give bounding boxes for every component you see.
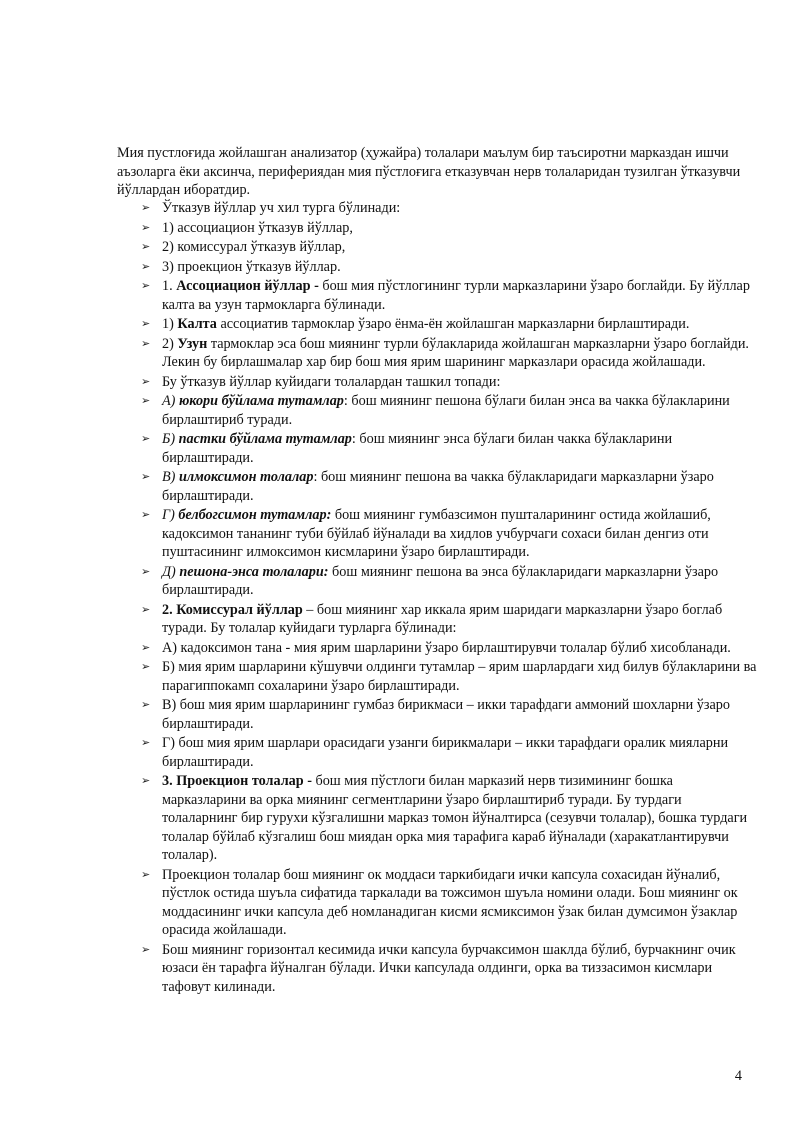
arrowhead-bullet-icon: ➢ bbox=[141, 240, 151, 253]
arrowhead-bullet-icon: ➢ bbox=[141, 736, 151, 749]
arrowhead-bullet-icon: ➢ bbox=[141, 867, 151, 881]
arrowhead-bullet-icon: ➢ bbox=[141, 640, 151, 654]
list-item: ➢ Г) белбогсимон тутамлар: бош миянинг гумбазсимон пушталарининг остида жойлашиб, кадоксимон тананинг туби бўйлаб йўналади ва хидлов учбурчаги сохаси билан денгиз оти пуштасининг илмоксимон кисмларини ўзаро бирлаштиради. bbox=[141, 507, 711, 560]
list-item: ➢ 1) Калта ассоциатив тармоклар ўзаро ёнма-ён жойлашган марказларни бирлаштиради. bbox=[141, 316, 690, 332]
list-item: ➢ А) юкори бўйлама тутамлар: бош миянинг пешона бўлаги билан энса ва чакка бўлакларини бирлаштириб туради. bbox=[141, 393, 730, 428]
arrowhead-bullet-icon: ➢ bbox=[141, 470, 151, 483]
term: 2. Комиссурал йўллар bbox=[162, 601, 303, 618]
page-number: 4 bbox=[734, 1068, 742, 1084]
list-item: ➢ 3) проекцион ўтказув йўллар. bbox=[141, 258, 341, 275]
list-item: ➢ 1) ассоциацион ўтказув йўллар, bbox=[141, 219, 353, 236]
list-item: ➢ А) кадоксимон тана - мия ярим шарларини ўзаро бирлаштирувчи толалар бўлиб хисобланади. bbox=[141, 639, 731, 656]
list-item: ➢ В) илмоксимон толалар: бош миянинг пешона ва чакка бўлакларидаги марказларни ўзаро бирлаштиради. bbox=[141, 469, 714, 504]
arrowhead-bullet-icon: ➢ bbox=[141, 774, 151, 787]
list-item: ➢ 3. Проекцион толалар - бош мия пўстлоги билан марказий нерв тизимининг бошка марказларини ва орка миянинг сегментларини ўзаро бирлаштириб туради. Бу турдаги толаларнинг бир гурухи кўзгалишни марказ томон йўналтирса (сезувчи толалар), бошка турдаги толалар бўйлаб кўзгалиш бош миядан орка мия тарафига караб йўналади (харакатлантирувчи толалар). bbox=[141, 773, 748, 863]
term: пастки бўйлама тутамлар bbox=[178, 431, 352, 447]
arrowhead-bullet-icon: ➢ bbox=[141, 259, 151, 273]
list-item: ➢ Ўтказув йўллар уч хил турга бўлинади: bbox=[141, 200, 401, 216]
list-item: ➢ Б) мия ярим шарларини кўшувчи олдинги тутамлар – ярим шарлардаги хид билув бўлакларини ва парагиппокамп сохаларини ўзаро бирлаштиради. bbox=[141, 659, 757, 694]
list-item: ➢ Проекцион толалар бош миянинг ок моддаси таркибидаги ички капсула сохасидан йўналиб, пўстлок остида шуъла сифатида таркалади ва тожсимон шуъла номини олади. Бош миянинг ок моддасининг ички капсула деб номланадиган кисми ясмиксимон ўзак билан думсимон ўзаклар орасида жойлашади. bbox=[141, 866, 738, 938]
term: 3. Проекцион толалар - bbox=[162, 773, 312, 789]
list-item: ➢ 2. Комиссурал йўллар – бош миянинг хар иккала ярим шаридаги марказларни ўзаро боглаб туради. Бу толалар куйидаги турларга бўлинади: bbox=[141, 601, 723, 636]
arrowhead-bullet-icon: ➢ bbox=[141, 220, 151, 234]
arrowhead-bullet-icon: ➢ bbox=[141, 942, 151, 956]
arrowhead-bullet-icon: ➢ bbox=[141, 279, 151, 292]
arrowhead-bullet-icon: ➢ bbox=[141, 660, 151, 673]
list-item: ➢ Б) пастки бўйлама тутамлар: бош миянинг энса бўлаги билан чакка бўлакларини бирлаштиради. bbox=[141, 431, 673, 466]
arrowhead-bullet-icon: ➢ bbox=[141, 564, 151, 578]
term: юкори бўйлама тутамлар bbox=[178, 393, 344, 409]
list-item: ➢ Д) пешона-энса толалари: бош миянинг пешона ва энса бўлакларидаги марказларни ўзаро бирлаштиради. bbox=[141, 563, 719, 598]
list-item: ➢ 2) комиссурал ўтказув йўллар, bbox=[141, 239, 346, 255]
term: пешона-энса толалари: bbox=[179, 563, 329, 580]
intro-paragraph: Мия пустлоғида жойлашган анализатор (ҳужайра) толалари маълум бир таъсиротни марказдан ишчи аъзоларга ёки аксинча, перифериядан мия пўстлоғига етказувчан нерв толаларидан тузилган ўтказувчи йўллардан иборатдир. bbox=[117, 145, 741, 198]
arrowhead-bullet-icon: ➢ bbox=[141, 317, 151, 330]
list-item: ➢ Г) бош мия ярим шарлари орасидаги узанги бирикмалари – икки тарафдаги оралик мияларни бирлаштиради. bbox=[141, 735, 729, 770]
list-item: ➢ 2) Узун тармоклар эса бош миянинг турли бўлакларида жойлашган марказларни ўзаро боглайди. Лекин бу бирлашмалар хар бир бош мия ярим шарининг марказлари орасида жойлашади. bbox=[141, 335, 749, 370]
arrowhead-bullet-icon: ➢ bbox=[141, 374, 151, 388]
arrowhead-bullet-icon: ➢ bbox=[141, 336, 151, 350]
arrowhead-bullet-icon: ➢ bbox=[141, 602, 151, 616]
term: Калта bbox=[177, 316, 217, 332]
arrowhead-bullet-icon: ➢ bbox=[141, 394, 151, 407]
term: Ассоциацион йўллар - bbox=[176, 278, 319, 294]
term: Узун bbox=[177, 335, 208, 352]
list-item: ➢ 1. Ассоциацион йўллар - бош мия пўстлогининг турли марказларини ўзаро боглайди. Бу йўллар калта ва узун тармокларга бўлинади. bbox=[141, 278, 750, 313]
term: илмоксимон толалар bbox=[178, 469, 314, 485]
list-item: ➢ Бу ўтказув йўллар куйидаги толалардан ташкил топади: bbox=[141, 373, 501, 390]
term: белбогсимон тутамлар: bbox=[178, 507, 332, 523]
arrowhead-bullet-icon: ➢ bbox=[141, 698, 151, 711]
arrowhead-bullet-icon: ➢ bbox=[141, 201, 151, 214]
list-item: ➢ Бош миянинг горизонтал кесимида ички капсула бурчаксимон шаклда бўлиб, бурчакнинг очик юзаси ён тарафга йўналган бўлади. Ички капсулада олдинги, орка ва тиззасимон кисмлари тафовут килинади. bbox=[141, 941, 736, 995]
arrowhead-bullet-icon: ➢ bbox=[141, 432, 151, 445]
arrowhead-bullet-icon: ➢ bbox=[141, 508, 151, 521]
list-item: ➢ В) бош мия ярим шарларининг гумбаз бирикмаси – икки тарафдаги аммоний шохларни ўзаро бирлаштиради. bbox=[141, 697, 730, 732]
bullet-list bbox=[117, 199, 757, 997]
